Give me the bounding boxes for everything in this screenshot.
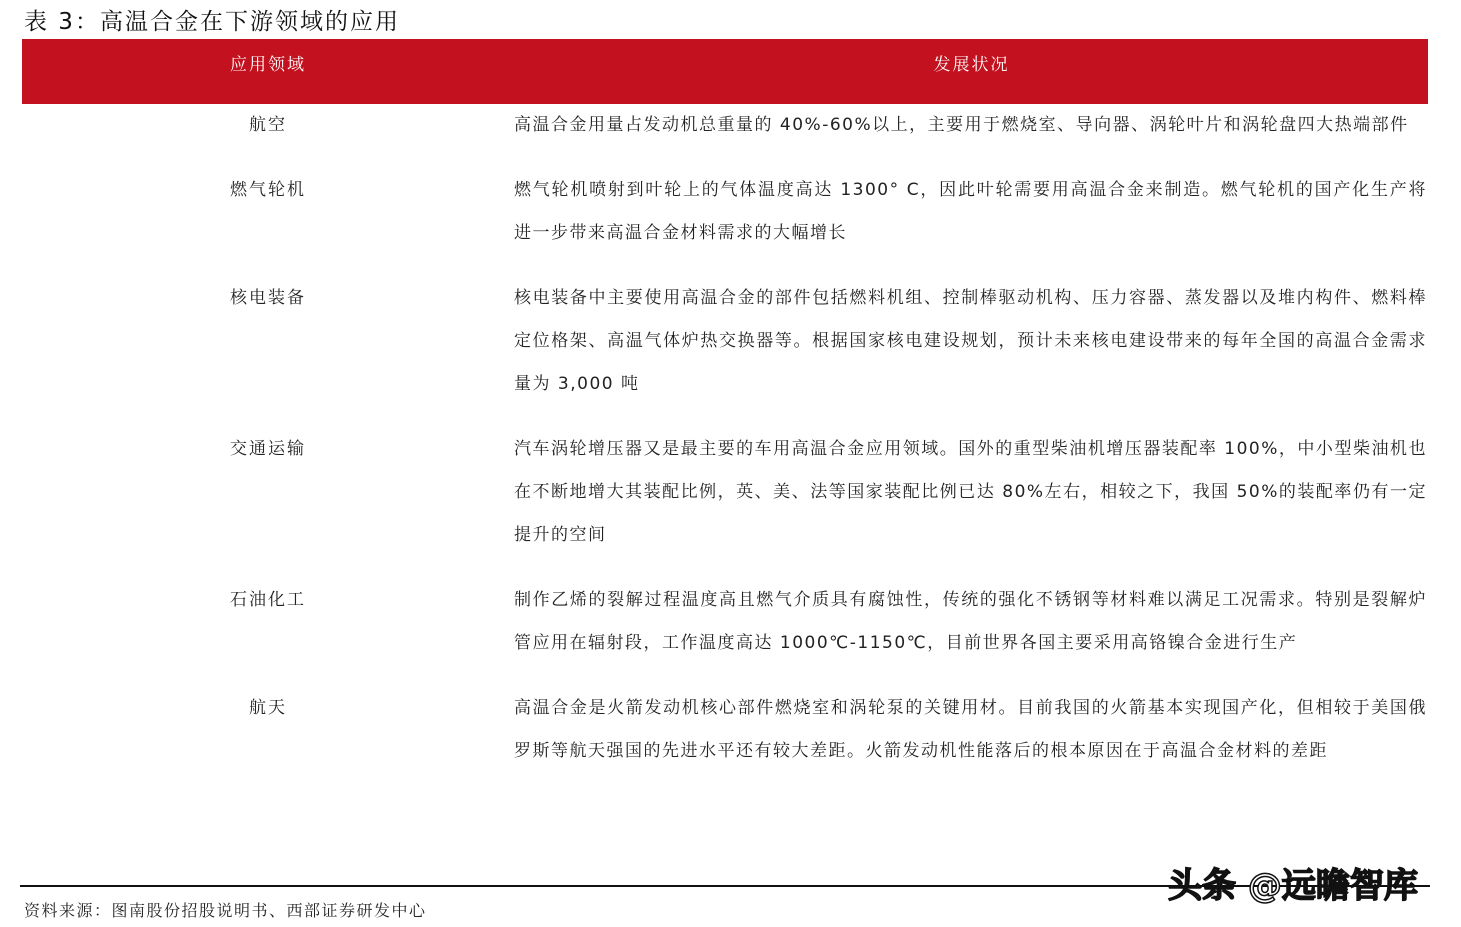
source-note: 资料来源：图南股份招股说明书、西部证券研发中心 bbox=[24, 901, 427, 920]
status-cell: 高温合金是火箭发动机核心部件燃烧室和涡轮泵的关键用材。目前我国的火箭基本实现国产化，但相较于美国俄罗斯等航天强国的先进水平还有较大差距。火箭发动机性能落后的根本原因在于高温合金材料的差距 bbox=[514, 698, 1427, 761]
table-row bbox=[22, 104, 1428, 169]
table-row bbox=[22, 169, 1428, 277]
field-cell: 石油化工 bbox=[230, 590, 306, 610]
table-title: 表 3：高温合金在下游领域的应用 bbox=[24, 9, 400, 35]
status-cell: 制作乙烯的裂解过程温度高且燃气介质具有腐蚀性，传统的强化不锈钢等材料难以满足工况需求。特别是裂解炉管应用在辐射段，工作温度高达 1000℃-1150℃，目前世界各国主要采用高铬镍合金进行生产 bbox=[514, 590, 1427, 653]
table-body bbox=[22, 104, 1428, 795]
table-row bbox=[22, 277, 1428, 428]
table-row bbox=[22, 428, 1428, 579]
header-development-status: 发展状况 bbox=[933, 55, 1010, 75]
status-cell: 高温合金用量占发动机总重量的 40%-60%以上，主要用于燃烧室、导向器、涡轮叶片和涡轮盘四大热端部件 bbox=[514, 115, 1409, 135]
status-cell: 燃气轮机喷射到叶轮上的气体温度高达 1300° C，因此叶轮需要用高温合金来制造。燃气轮机的国产化生产将进一步带来高温合金材料需求的大幅增长 bbox=[514, 180, 1427, 243]
field-cell: 航空 bbox=[249, 115, 287, 135]
field-cell: 航天 bbox=[249, 698, 287, 718]
watermark: 头条 @远瞻智库 bbox=[1168, 866, 1418, 906]
header-application-field: 应用领域 bbox=[230, 55, 306, 75]
status-cell: 核电装备中主要使用高温合金的部件包括燃料机组、控制棒驱动机构、压力容器、蒸发器以及堆内构件、燃料棒定位格架、高温气体炉热交换器等。根据国家核电建设规划，预计未来核电建设带来的每年全国的高温合金需求量为 3,000 吨 bbox=[514, 288, 1427, 394]
table-row bbox=[22, 579, 1428, 687]
field-cell: 交通运输 bbox=[230, 439, 306, 459]
status-cell: 汽车涡轮增压器又是最主要的车用高温合金应用领域。国外的重型柴油机增压器装配率 100%，中小型柴油机也在不断地增大其装配比例，英、美、法等国家装配比例已达 80%左右，相较之下，我国 50%的装配率仍有一定提升的空间 bbox=[514, 439, 1427, 545]
table-header bbox=[22, 39, 1428, 104]
field-cell: 燃气轮机 bbox=[230, 180, 306, 200]
field-cell: 核电装备 bbox=[230, 288, 306, 308]
table-row bbox=[22, 687, 1428, 795]
